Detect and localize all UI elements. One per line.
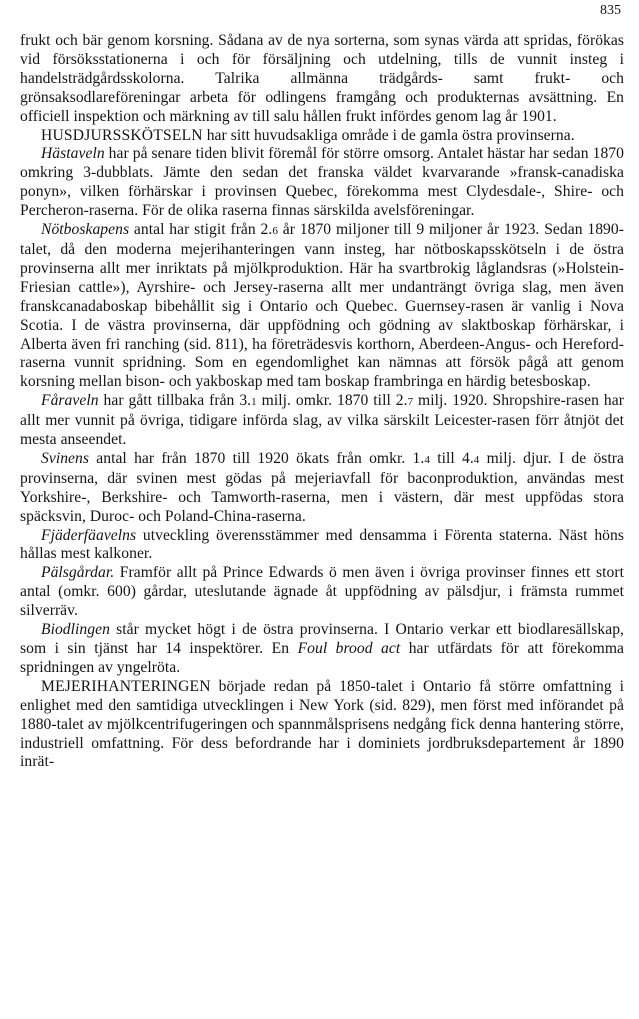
subject-keyword: Nötboskapens: [41, 221, 130, 239]
paragraph-text: milj. djur. I de östra provinserna, där svinen mest gödas på mejeriavfall för baconproduktion, användas mest Yorkshire-, Berkshire- och Tamworth-raserna, men i västern, där mest uppfödas stora späcksvin, Duroc- och Poland-China-raserna.: [20, 449, 625, 525]
subject-keyword: Fåraveln: [41, 392, 99, 410]
paragraph-text: år 1870 miljoner till 9 miljoner år 1923. Sedan 1890-talet, då den moderna mejerihanteringen vann insteg, har nötboskapsskötseln i de östra provinserna allt mer inriktats på mjölkproduktion. Här ha svartbrokig låglandsras (»Holstein-Friesian cattle»), Ayrshire- och Jersey-raserna allt mer undanträngt övriga slag, men även franskcanadaboskap bibehållit sig i Ontario och Quebec. Guernsey-rasen är vanlig i Nova Scotia. I de västra provinserna, där uppfödning och gödning av slaktboskap förhärskar, i Alberta även fri ranching (sid. 811), ha företrädesvis korthorn, Aberdeen-Angus- och Hereford-raserna vunnit spridning. Som en egendomlighet kan nämnas att försök pågå att genom korsning mellan bison- och yakboskap med tam boskap frambringa en härdig betesboskap.: [20, 221, 624, 391]
paragraph-biodlingen: [20, 621, 624, 678]
paragraph-text: har gått tillbaka från 3.: [98, 392, 252, 410]
paragraph-fjaderfa: [20, 527, 624, 565]
section-heading: HUSDJURSSKÖTSELN: [41, 126, 203, 144]
subject-keyword: Svinens: [41, 449, 89, 467]
page-number: 835: [600, 3, 621, 18]
decimal-digit: 6: [272, 225, 278, 238]
paragraph-palsgardar: [20, 564, 624, 621]
decimal-digit: 1: [251, 396, 257, 409]
paragraph-text: började redan på 1850-talet i Ontario få större omfattning i enlighet med den samtidiga utvecklingen i New York (sid. 829), men först med införandet på 1880-talet av mjölkcentrifugeringen och spannmålsprisens nedgång fick denna hantering större, industriell omfattning. För dess befordrande har i dominiets jordbruksdepartement år 1890 inrät-: [20, 677, 624, 771]
subject-keyword: Hästaveln: [41, 145, 105, 163]
paragraph-text: frukt och bär genom korsning. Sådana av de nya sorterna, som synas värda att spridas, förökas vid försöksstationerna i och för försäljning och utdelning, tills de vunnit insteg i handelsträdgårdsskolorna. Talrika allmänna trädgårds- samt frukt- och grönsaksodlareföreningar arbeta för odlingens framgång och produkternas avsättning. En officiell inspektion och märkning av till salu hållen frukt infördes genom lag år 1901.: [20, 32, 624, 125]
paragraph-hastaveln: [20, 145, 624, 221]
subject-keyword: Pälsgårdar.: [41, 564, 115, 582]
decimal-digit: 7: [407, 396, 414, 409]
paragraph-mejerihanteringen: [20, 678, 624, 773]
paragraph-text: har på senare tiden blivit föremål för större omsorg. Antalet hästar har sedan 1870 omkring 3-dubblats. Jämte den sedan det franska väldet kvarvarande »fransk-canadiska ponyn», vilken förhärskar i provinsen Quebec, förekomma mest Clydesdale-, Shire- och Percheron-raserna. För de olika raserna finnas särskilda avelsföreningar.: [20, 145, 624, 220]
decimal-digit: 4: [473, 453, 480, 466]
paragraph-text: har utfärdats för att förekomma spridningen av yngelröta.: [20, 640, 624, 676]
paragraph-text: antal har stigit från 2.: [129, 221, 273, 239]
italic-term: Foul brood act: [297, 640, 401, 657]
paragraph-notboskap: [20, 221, 624, 392]
decimal-digit: 4: [424, 453, 430, 466]
paragraph-text: står mycket högt i de östra provinserna. I Ontario verkar ett biodlaresällskap, som i sin tjänst har 14 inspektörer. En: [20, 621, 624, 657]
section-heading: MEJERIHANTERINGEN: [41, 677, 211, 695]
paragraph-svinen: [20, 450, 624, 527]
paragraph-text: Framför allt på Prince Edwards ö men även i övriga provinser finnes ett stort antal (omkr. 600) gårdar, uteslutande ägnade åt uppfödning av pälsdjur, i främsta rummet silverräv.: [20, 564, 624, 620]
subject-keyword: Biodlingen: [41, 621, 110, 639]
paragraph-text: antal har från 1870 till 1920 ökats från omkr. 1.: [88, 449, 425, 467]
text-column: [20, 32, 624, 772]
paragraph-text: till 4.: [429, 449, 474, 467]
paragraph-text: milj. omkr. 1870 till 2.: [256, 392, 408, 410]
paragraph-text: milj. 1920. Shropshire-rasen har allt mer vunnit på övriga, tidigare införda slag, av vilka särskilt Leicester-rasen förr åtnjöt det mesta anseendet.: [20, 392, 624, 449]
paragraph-text: utveckling överensstämmer med densamma i Förenta staterna. Näst höns hållas mest kalkoner.: [20, 526, 624, 563]
subject-keyword: Fjäderfäavelns: [41, 526, 137, 544]
paragraph-text: har sitt huvudsakliga område i de gamla östra provinserna.: [202, 126, 575, 144]
paragraph-fruit-continuation: [20, 32, 624, 127]
paragraph-husdjursskotseln: [20, 127, 624, 146]
paragraph-faraveln: [20, 392, 624, 450]
